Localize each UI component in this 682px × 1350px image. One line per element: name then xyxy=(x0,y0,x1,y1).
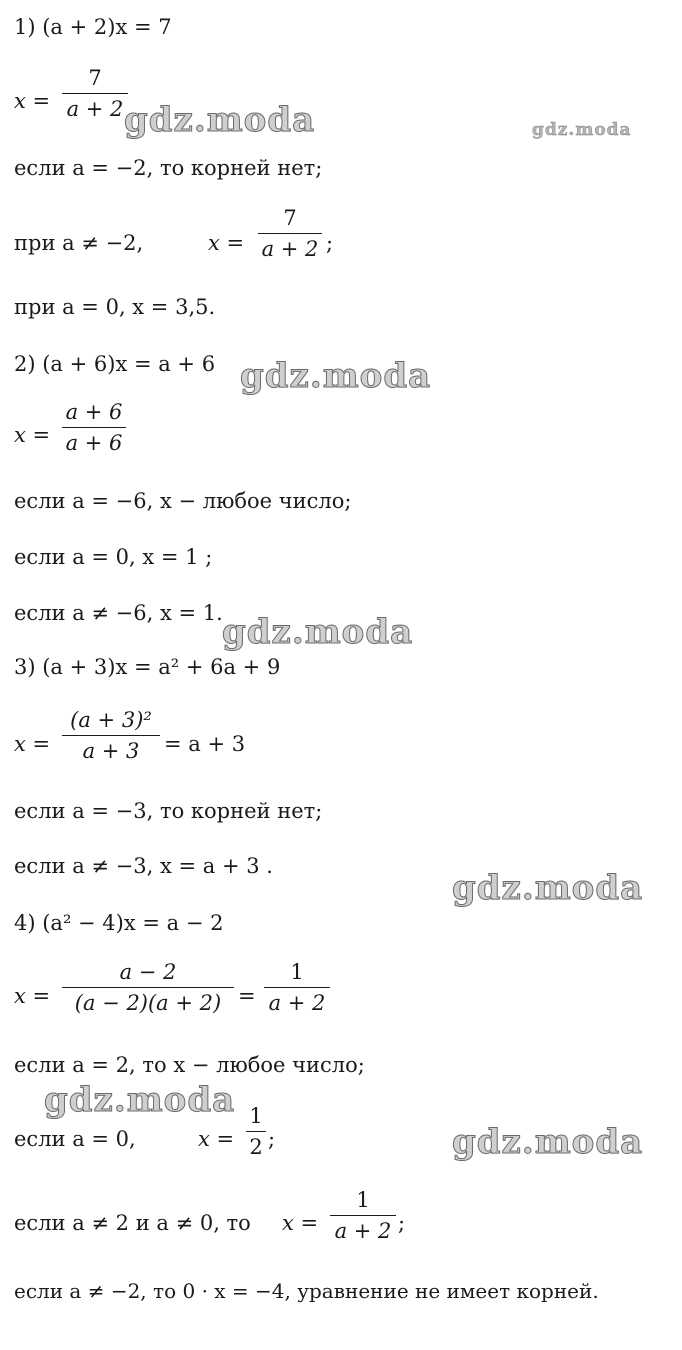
fraction-numerator: 1 xyxy=(249,1104,263,1128)
fraction-bar xyxy=(62,735,160,736)
solution-1-fraction xyxy=(62,66,128,121)
fraction-bar xyxy=(62,93,128,94)
fraction-bar xyxy=(62,427,126,428)
solution-1-lhs: x = xyxy=(14,89,51,113)
case-4-b-fraction xyxy=(246,1104,266,1159)
fraction-denominator: a + 2 xyxy=(261,237,319,261)
case-1-b-condition: при a ≠ −2, xyxy=(14,231,144,255)
fraction-denominator: a + 2 xyxy=(66,97,124,121)
fraction-denominator: (a − 2)(a + 2) xyxy=(74,991,222,1015)
fraction-denominator: a + 3 xyxy=(82,739,140,763)
fraction-bar xyxy=(246,1131,266,1132)
case-4-d: если a ≠ −2, то 0 · x = −4, уравнение не имеет корней. xyxy=(14,1279,599,1303)
solution-4-fraction-simplified xyxy=(264,960,330,1015)
watermark: gdz.moda xyxy=(240,356,432,396)
watermark: gdz.moda xyxy=(124,100,316,140)
case-4-b-lhs: x = xyxy=(198,1127,235,1151)
fraction-numerator: 1 xyxy=(290,960,304,984)
fraction-numerator: a + 6 xyxy=(65,400,123,424)
case-1-b-lhs: x = xyxy=(208,231,245,255)
case-4-c-fraction xyxy=(330,1188,396,1243)
case-2-a: если a = −6, x − любое число; xyxy=(14,489,352,513)
case-4-c-condition: если a ≠ 2 и a ≠ 0, то xyxy=(14,1211,251,1235)
fraction-bar xyxy=(264,987,330,988)
fraction-numerator: (a + 3)² xyxy=(70,708,152,732)
case-2-c: если a ≠ −6, x = 1. xyxy=(14,601,223,625)
solution-2-fraction xyxy=(62,400,126,455)
watermark: gdz.moda xyxy=(222,612,414,652)
solution-4-lhs: x = xyxy=(14,984,51,1008)
case-3-b: если a ≠ −3, x = a + 3 . xyxy=(14,854,273,878)
fraction-numerator: 7 xyxy=(283,206,297,230)
fraction-bar xyxy=(258,233,322,234)
solution-4-equals: = xyxy=(238,984,256,1008)
case-4-b-condition: если a = 0, xyxy=(14,1127,136,1151)
equation-4: 4) (a² − 4)x = a − 2 xyxy=(14,911,224,935)
fraction-numerator: 7 xyxy=(88,66,102,90)
fraction-denominator: a + 2 xyxy=(334,1219,392,1243)
fraction-denominator: 2 xyxy=(249,1135,263,1159)
solution-4-fraction xyxy=(62,960,234,1015)
fraction-bar xyxy=(330,1215,396,1216)
solution-3-rhs: = a + 3 xyxy=(164,732,246,756)
fraction-numerator: 1 xyxy=(356,1188,370,1212)
fraction-bar xyxy=(62,987,234,988)
case-4-c-end: ; xyxy=(398,1211,406,1235)
solution-2-lhs: x = xyxy=(14,423,51,447)
case-1-a: если a = −2, то корней нет; xyxy=(14,156,323,180)
case-3-a: если a = −3, то корней нет; xyxy=(14,799,323,823)
equation-3: 3) (a + 3)x = a² + 6a + 9 xyxy=(14,655,281,679)
case-1-b-end: ; xyxy=(326,231,334,255)
equation-2: 2) (a + 6)x = a + 6 xyxy=(14,352,216,376)
watermark: gdz.moda xyxy=(452,1122,644,1162)
case-4-b-end: ; xyxy=(268,1127,276,1151)
case-2-b: если a = 0, x = 1 ; xyxy=(14,545,213,569)
watermark: gdz.moda xyxy=(44,1080,236,1120)
case-1-b-fraction xyxy=(258,206,322,261)
solution-3-lhs: x = xyxy=(14,732,51,756)
case-4-c-lhs: x = xyxy=(282,1211,319,1235)
watermark: gdz.moda xyxy=(532,120,632,140)
equation-1: 1) (a + 2)x = 7 xyxy=(14,15,172,39)
fraction-denominator: a + 2 xyxy=(268,991,326,1015)
case-1-c: при a = 0, x = 3,5. xyxy=(14,295,216,319)
solution-3-fraction xyxy=(62,708,160,763)
watermark: gdz.moda xyxy=(452,868,644,908)
fraction-numerator: a − 2 xyxy=(119,960,177,984)
case-4-a: если a = 2, то x − любое число; xyxy=(14,1053,365,1077)
fraction-denominator: a + 6 xyxy=(65,431,123,455)
